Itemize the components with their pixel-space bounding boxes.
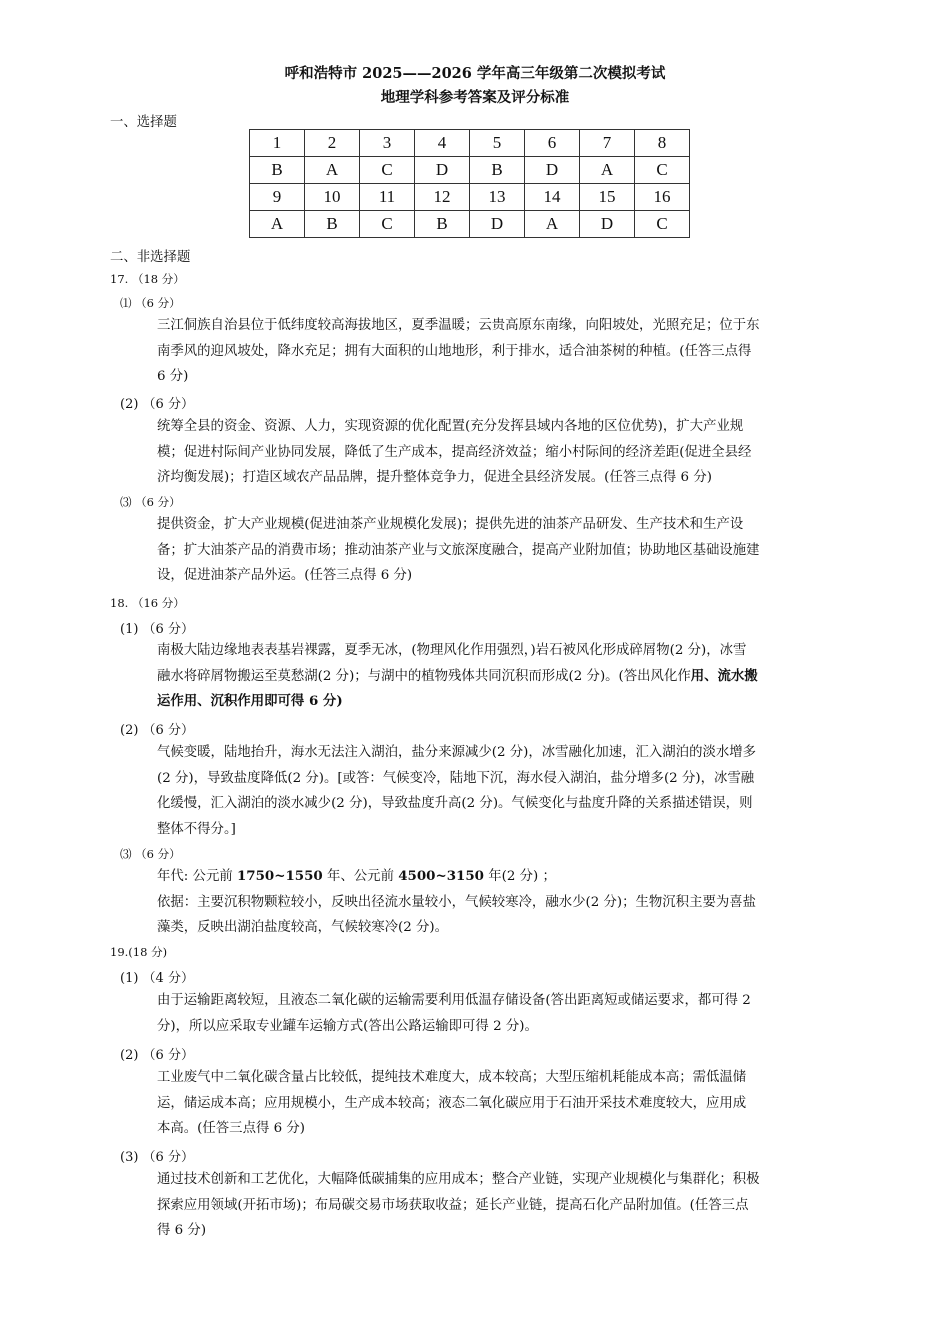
table-cell: 2 (305, 130, 360, 157)
question-number-row (250, 184, 690, 211)
q17-part3-label: ⑶ （6 分） (120, 495, 181, 509)
q18-part2-label: (2) （6 分） (120, 723, 194, 738)
table-cell: 11 (360, 184, 415, 211)
q18-part1-label: (1) （6 分） (120, 622, 194, 637)
q17-part1-answer (157, 313, 841, 390)
text-run-bold: 用、流水搬 (690, 667, 758, 684)
q19-part1-answer (157, 988, 841, 1039)
table-cell: B (415, 211, 470, 238)
doc-title: 呼和浩特市 2025——2026 学年高三年级第二次模拟考试 (284, 65, 666, 82)
table-cell: 1 (250, 130, 305, 157)
text-line: 南季风的迎风坡处，降水充足；拥有大面积的山地地形，利于排水，适合油茶树的种植。(任答三点得 (157, 343, 752, 359)
table-cell: B (250, 157, 305, 184)
text-line: (2 分)，导致盐度降低(2 分)。[或答：气候变冷，陆地下沉，海水侵入湖泊，盐分增多(2 分)，冰雪融 (157, 770, 755, 786)
table-cell: B (305, 211, 360, 238)
q18-part3-label: ⑶ （6 分） (120, 847, 181, 861)
year-range: 4500~3150 (398, 868, 484, 884)
answer-letter-row (250, 157, 690, 184)
table-cell: 16 (635, 184, 690, 211)
q17-part3-answer (157, 512, 841, 589)
table-cell: C (635, 211, 690, 238)
table-cell: C (635, 157, 690, 184)
text-line: 探索应用领域(开拓市场)；布局碳交易市场获取收益；延长产业链，提高石化产品附加值。(任答三点 (157, 1197, 749, 1213)
q18-part1-answer (157, 638, 841, 715)
table-cell: 10 (305, 184, 360, 211)
q19-part2-answer (157, 1065, 841, 1142)
table-cell: 9 (250, 184, 305, 211)
q17-part2-answer (157, 414, 841, 491)
table-cell: D (525, 157, 580, 184)
text-line: 整体不得分。] (157, 821, 236, 837)
year-range: 1750~1550 (236, 868, 323, 884)
table-cell: D (415, 157, 470, 184)
q17-part1-label: ⑴ （6 分） (120, 296, 181, 310)
text-line: 6 分) (157, 369, 189, 384)
section-nonchoice-heading: 二、非选择题 (110, 250, 191, 265)
text-line: 依据：主要沉积物颗粒较小，反映出径流水量较小，气候较寒冷，融水少(2 分)；生物沉积主要为喜盐 (157, 894, 757, 910)
q19-part1-label: (1) （4 分） (120, 971, 194, 986)
doc-subtitle: 地理学科参考答案及评分标准 (380, 89, 570, 106)
table-cell: 13 (470, 184, 525, 211)
text-line: 提供资金，扩大产业规模(促进油茶产业规模化发展)；提供先进的油茶产品研发、生产技术和生产设 (157, 517, 744, 532)
text-line (157, 664, 841, 690)
table-cell: 4 (415, 130, 470, 157)
text-line: 设，促进油茶产品外运。(任答三点得 6 分) (157, 568, 413, 583)
text-line: 统筹全县的资金、资源、人力，实现资源的优化配置(充分发挥县域内各地的区位优势)，扩大产业规 (157, 419, 744, 434)
text-line: 由于运输距离较短，且液态二氧化碳的运输需要利用低温存储设备(答出距离短或储运要求，都可得 2 (157, 993, 751, 1008)
table-cell: 8 (635, 130, 690, 157)
text-run: 融水将碎屑物搬运至莫愁湖(2 分)；与湖中的植物残体共同沉积而形成(2 分)。(答出风化作 (157, 668, 691, 684)
q19-part3-label: (3) （6 分） (120, 1150, 194, 1165)
text-line: 气候变暖，陆地抬升，海水无法注入湖泊，盐分来源减少(2 分)，冰雪融化加速，汇入湖泊的淡水增多 (157, 745, 757, 760)
table-cell: B (470, 157, 525, 184)
text-line: 模；促进村际间产业协同发展，降低了生产成本，提高经济效益；缩小村际间的经济差距(促进全县经 (157, 444, 752, 460)
question-number-row (250, 130, 690, 157)
table-cell: A (525, 211, 580, 238)
q17-heading: 17. （18 分） (110, 272, 185, 286)
text-line: 得 6 分) (157, 1223, 207, 1238)
q18-part3-answer (157, 864, 841, 941)
section-choice-heading: 一、选择题 (110, 115, 177, 130)
table-cell: 15 (580, 184, 635, 211)
text-line: 藻类，反映出湖泊盐度较高，气候较寒冷(2 分)。 (157, 920, 449, 935)
text-line: 济均衡发展)；打造区域农产品品牌，提升整体竞争力，促进全县经济发展。(任答三点得 6 分) (157, 470, 712, 485)
table-cell: C (360, 157, 415, 184)
table-cell: 5 (470, 130, 525, 157)
text-line (157, 864, 841, 890)
table-cell: D (580, 211, 635, 238)
q19-part2-label: (2) （6 分） (120, 1048, 194, 1063)
text-line: 工业废气中二氧化碳含量占比较低，提纯技术难度大，成本较高；大型压缩机耗能成本高；需低温储 (157, 1070, 747, 1085)
text-line: 三江侗族自治县位于低纬度较高海拔地区，夏季温暖；云贵高原东南缘，向阳坡处，光照充足；位于东 (157, 318, 760, 333)
table-cell: 12 (415, 184, 470, 211)
text-run: 年、公元前 (322, 869, 399, 884)
text-line: 化缓慢，汇入湖泊的淡水减少(2 分)，导致盐度升高(2 分)。气候变化与盐度升降的关系描述错误，则 (157, 796, 753, 811)
text-run: 年(2 分) ； (483, 869, 556, 884)
text-line: 运作用、沉积作用即可得 6 分) (157, 693, 343, 709)
table-cell: 7 (580, 130, 635, 157)
table-cell: D (470, 211, 525, 238)
text-run: 年代: 公元前 (157, 869, 237, 884)
answer-letter-row (250, 211, 690, 238)
text-line: 分)，所以应采取专业罐车运输方式(答出公路运输即可得 2 分)。 (157, 1018, 538, 1034)
table-cell: A (580, 157, 635, 184)
table-cell: 3 (360, 130, 415, 157)
q19-heading: 19.(18 分) (110, 945, 168, 959)
text-line: 通过技术创新和工艺优化，大幅降低碳捕集的应用成本；整合产业链，实现产业规模化与集群化；积极 (157, 1172, 760, 1187)
text-line: 备；扩大油茶产品的消费市场；推动油茶产业与文旅深度融合，提高产业附加值；协助地区基础设施建 (157, 542, 760, 558)
q19-part3-answer (157, 1167, 841, 1244)
answer-table (249, 129, 690, 238)
table-cell: A (250, 211, 305, 238)
q18-heading: 18. （16 分） (110, 596, 185, 610)
table-cell: A (305, 157, 360, 184)
text-line: 本高。(任答三点得 6 分) (157, 1121, 305, 1136)
q17-part2-label: (2) （6 分） (120, 397, 194, 412)
table-cell: 14 (525, 184, 580, 211)
table-cell: C (360, 211, 415, 238)
q18-part2-answer (157, 740, 841, 842)
table-cell: 6 (525, 130, 580, 157)
text-line: 南极大陆边缘地表表基岩裸露，夏季无冰，(物理风化作用强烈，)岩石被风化形成碎屑物(2 分)，冰雪 (157, 643, 747, 658)
text-line: 运，储运成本高；应用规模小，生产成本较高；液态二氧化碳应用于石油开采技术难度较大，应用成 (157, 1095, 747, 1111)
